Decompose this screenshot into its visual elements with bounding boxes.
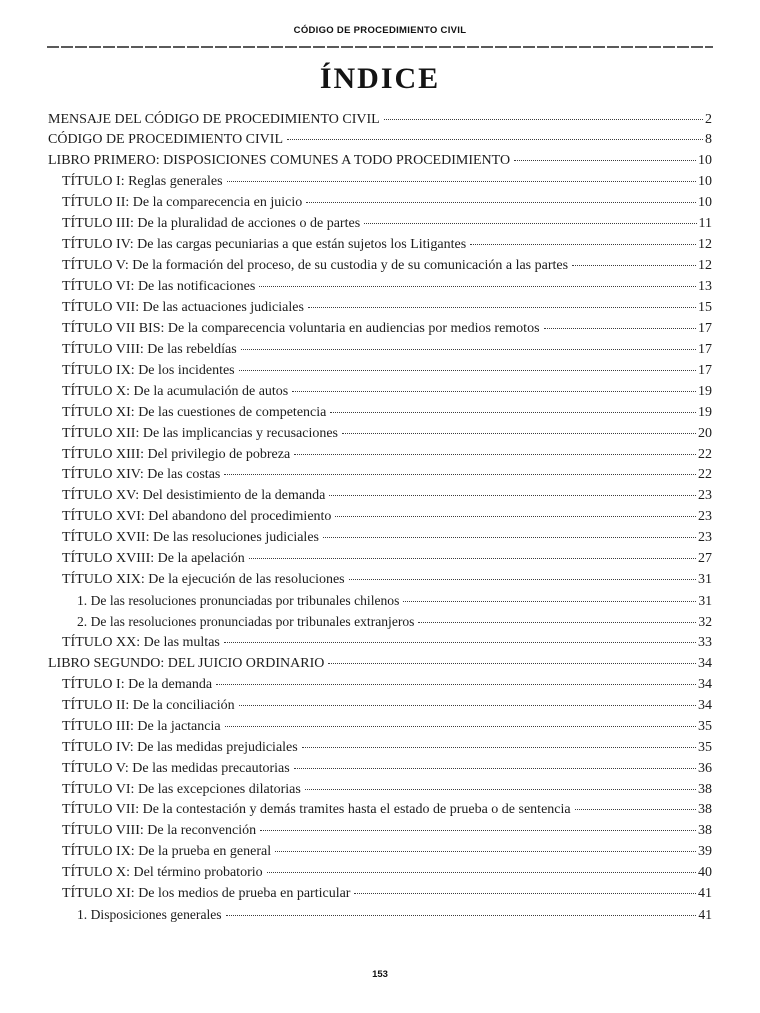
toc-entry-page: 22: [698, 467, 712, 483]
toc-entry: [48, 633, 712, 654]
toc-entry-label: TÍTULO II: De la comparecencia en juicio: [62, 195, 303, 211]
toc-entry-label: TÍTULO XIX: De la ejecución de las resoluciones: [62, 572, 345, 588]
dot-leader: [267, 872, 696, 873]
dot-leader: [342, 433, 696, 434]
toc-entry-page: 12: [698, 237, 712, 253]
toc-entry-page: 38: [698, 823, 712, 839]
toc-entry-page: 19: [698, 383, 712, 399]
toc-entry-label: TÍTULO IX: De la prueba en general: [62, 844, 272, 860]
toc-entry-page: 32: [698, 614, 712, 629]
toc-entry-label: TÍTULO VII: De la contestación y demás tramites hasta el estado de prueba o de sentencia: [62, 802, 571, 818]
dot-leader: [572, 265, 696, 266]
toc-entry-page: 10: [698, 153, 712, 169]
toc-entry-label: TÍTULO III: De la pluralidad de acciones o de partes: [62, 216, 361, 232]
dot-leader: [224, 642, 696, 643]
toc-entry-label: TÍTULO V: De las medidas precautorias: [62, 760, 290, 776]
dot-leader: [249, 558, 696, 559]
toc-entry-page: 35: [698, 718, 712, 734]
toc-entry-page: 23: [698, 509, 712, 525]
toc-entry: [48, 214, 712, 235]
toc-entry: [48, 528, 712, 549]
toc-entry: [48, 696, 712, 717]
toc-entry: [48, 759, 712, 780]
dot-leader: [470, 244, 696, 245]
toc-entry: [48, 110, 712, 131]
toc-entry: [48, 193, 712, 214]
toc-entry: [48, 507, 712, 528]
toc-entry-page: 27: [698, 551, 712, 567]
toc-entry-label: TÍTULO V: De la formación del proceso, de su custodia y de su comunicación a las partes: [62, 258, 569, 274]
toc-entry-page: 13: [698, 279, 712, 294]
toc-entry-label: TÍTULO III: De la jactancia: [62, 718, 221, 734]
dot-leader: [225, 726, 696, 727]
dot-leader: [328, 663, 696, 664]
toc-entry: [48, 549, 712, 570]
toc-entry: [48, 172, 712, 193]
dot-leader: [275, 851, 696, 852]
toc-entry-page: 8: [705, 132, 712, 148]
toc-entry: [48, 591, 712, 612]
toc-entry-page: 31: [698, 593, 712, 609]
toc-entry: [48, 486, 712, 507]
toc-entry-label: 2. De las resoluciones pronunciadas por tribunales extranjeros: [77, 614, 415, 629]
toc-entry-label: TÍTULO IX: De los incidentes: [62, 362, 235, 378]
toc-entry-page: 40: [698, 865, 712, 881]
toc-entry: [48, 235, 712, 256]
toc-entry: [48, 298, 712, 319]
toc-entry-page: 34: [698, 697, 712, 713]
toc-entry-label: TÍTULO XX: De las multas: [62, 634, 220, 650]
dot-leader: [364, 223, 696, 224]
toc-entry-label: 1. De las resoluciones pronunciadas por tribunales chilenos: [77, 593, 400, 609]
toc-entry-label: TÍTULO XI: De las cuestiones de competencia: [62, 404, 327, 420]
toc-entry-page: 2: [705, 111, 712, 127]
dot-leader: [260, 830, 696, 831]
header-rule: [47, 46, 713, 48]
toc-entry: [48, 654, 712, 675]
dot-leader: [384, 119, 703, 120]
toc-entry-page: 38: [698, 802, 712, 818]
dot-leader: [294, 454, 696, 455]
toc-entry: [48, 842, 712, 863]
toc-entry-page: 34: [698, 655, 712, 671]
toc-entry: [48, 612, 712, 633]
toc-entry: [48, 884, 712, 905]
toc-entry-page: 20: [698, 425, 712, 441]
toc-entry: [48, 382, 712, 403]
toc-entry: [48, 800, 712, 821]
toc-entry-label: TÍTULO VI: De las excepciones dilatorias: [62, 781, 301, 797]
dot-leader: [224, 474, 696, 475]
toc-entry-page: 17: [698, 320, 712, 336]
toc-entry-page: 41: [698, 907, 712, 923]
dot-leader: [308, 307, 696, 308]
toc-entry-label: CÓDIGO DE PROCEDIMIENTO CIVIL: [48, 132, 284, 148]
toc-entry-label: TÍTULO VII BIS: De la comparecencia voluntaria en audiencias por medios remotos: [62, 320, 540, 336]
toc-entry-page: 22: [698, 446, 712, 462]
toc-entry-page: 33: [698, 634, 712, 650]
toc-entry-page: 10: [698, 195, 712, 211]
dot-leader: [306, 202, 696, 203]
toc-entry-page: 10: [698, 174, 712, 190]
toc-entry: [48, 256, 712, 277]
dot-leader: [330, 412, 696, 413]
toc-entry-label: MENSAJE DEL CÓDIGO DE PROCEDIMIENTO CIVIL: [48, 111, 380, 127]
dot-leader: [259, 286, 696, 287]
toc-entry-label: TÍTULO IV: De las medidas prejudiciales: [62, 739, 298, 755]
dot-leader: [335, 516, 696, 517]
toc-entry: [48, 340, 712, 361]
dot-leader: [239, 370, 696, 371]
toc-entry-label: TÍTULO II: De la conciliación: [62, 697, 235, 713]
toc-entry: [48, 780, 712, 801]
dot-leader: [239, 705, 696, 706]
toc-entry-page: 36: [698, 760, 712, 776]
toc-entry: [48, 403, 712, 424]
toc-entry-page: 17: [698, 341, 712, 357]
toc: [48, 110, 712, 927]
toc-entry-label: 1. Disposiciones generales: [77, 907, 222, 923]
dot-leader: [323, 537, 696, 538]
page-title: ÍNDICE: [319, 62, 441, 95]
toc-entry-label: TÍTULO X: De la acumulación de autos: [62, 383, 289, 399]
dot-leader: [292, 391, 696, 392]
toc-entry-label: TÍTULO XII: De las implicancias y recusaciones: [62, 425, 339, 441]
toc-entry-label: TÍTULO XVI: Del abandono del procedimiento: [62, 509, 332, 525]
dot-leader: [216, 684, 696, 685]
toc-entry: [48, 675, 712, 696]
toc-entry-page: 11: [698, 216, 712, 232]
toc-entry: [48, 277, 712, 298]
toc-entry-page: 39: [698, 844, 712, 860]
toc-entry-label: TÍTULO VIII: De la reconvención: [62, 823, 257, 839]
dot-leader: [302, 747, 696, 748]
toc-entry-page: 17: [698, 362, 712, 378]
toc-entry: [48, 361, 712, 382]
toc-entry-page: 12: [698, 258, 712, 274]
toc-entry: [48, 905, 712, 926]
page-number-footer: 153: [372, 969, 388, 980]
dot-leader: [227, 181, 696, 182]
toc-entry: [48, 863, 712, 884]
toc-entry: [48, 424, 712, 445]
toc-entry-label: TÍTULO XVIII: De la apelación: [62, 551, 245, 567]
toc-entry-page: 23: [698, 488, 712, 504]
toc-entry-label: LIBRO PRIMERO: DISPOSICIONES COMUNES A TODO PROCEDIMIENTO: [48, 153, 511, 169]
toc-entry-label: TÍTULO X: Del término probatorio: [62, 865, 263, 881]
toc-entry-label: TÍTULO VII: De las actuaciones judiciales: [62, 299, 304, 315]
toc-entry-label: TÍTULO VI: De las notificaciones: [62, 279, 256, 294]
dot-leader: [544, 328, 696, 329]
dot-leader: [329, 495, 696, 496]
toc-entry-label: TÍTULO XIII: Del privilegio de pobreza: [62, 446, 291, 462]
toc-entry-page: 41: [698, 886, 712, 902]
dot-leader: [403, 601, 696, 602]
toc-entry-page: 19: [698, 404, 712, 420]
toc-entry-label: TÍTULO XV: Del desistimiento de la demanda: [62, 488, 326, 504]
toc-entry-label: TÍTULO XI: De los medios de prueba en particular: [62, 886, 351, 902]
toc-entry-page: 15: [698, 299, 712, 315]
toc-entry: [48, 717, 712, 738]
toc-entry-label: TÍTULO IV: De las cargas pecuniarias a que están sujetos los Litigantes: [62, 237, 467, 253]
toc-entry-label: LIBRO SEGUNDO: DEL JUICIO ORDINARIO: [48, 655, 325, 671]
toc-entry: [48, 130, 712, 151]
dot-leader: [354, 893, 696, 894]
dot-leader: [349, 579, 696, 580]
toc-entry: [48, 570, 712, 591]
toc-entry: [48, 319, 712, 340]
toc-entry-page: 35: [698, 739, 712, 755]
toc-entry-label: TÍTULO VIII: De las rebeldías: [62, 341, 237, 357]
dot-leader: [241, 349, 696, 350]
toc-entry: [48, 151, 712, 172]
dot-leader: [418, 622, 696, 623]
toc-entry: [48, 445, 712, 466]
toc-entry-page: 31: [698, 572, 712, 588]
toc-entry-label: TÍTULO I: De la demanda: [62, 676, 213, 692]
toc-entry-page: 34: [698, 676, 712, 692]
toc-entry: [48, 738, 712, 759]
toc-entry-page: 23: [698, 530, 712, 546]
toc-entry-label: TÍTULO I: Reglas generales: [62, 174, 223, 190]
toc-entry-label: TÍTULO XVII: De las resoluciones judiciales: [62, 530, 319, 546]
dot-leader: [287, 139, 703, 140]
dot-leader: [514, 160, 696, 161]
toc-entry-label: TÍTULO XIV: De las costas: [62, 467, 221, 483]
toc-entry-page: 38: [698, 781, 712, 797]
toc-entry: [48, 821, 712, 842]
toc-entry: [48, 465, 712, 486]
dot-leader: [294, 768, 696, 769]
dot-leader: [305, 789, 696, 790]
running-header: CÓDIGO DE PROCEDIMIENTO CIVIL: [293, 25, 467, 36]
dot-leader: [575, 809, 696, 810]
dot-leader: [226, 915, 697, 916]
